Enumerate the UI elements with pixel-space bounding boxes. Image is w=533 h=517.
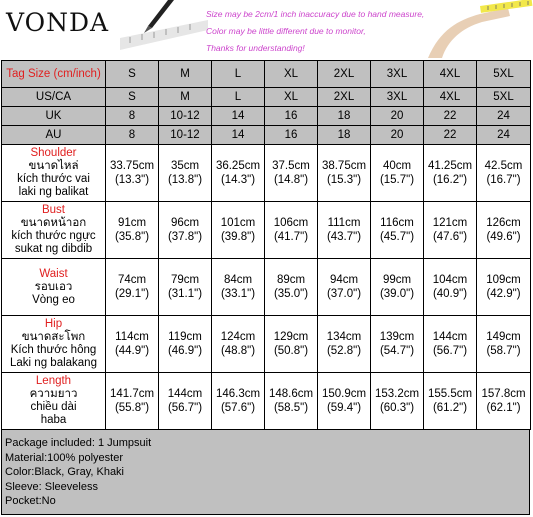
measurement-rows bbox=[2, 145, 531, 430]
cm-value: 89cm bbox=[276, 274, 306, 286]
cm-value: 150.9cm bbox=[321, 388, 367, 400]
region-cell: 14 bbox=[212, 107, 265, 126]
measure-row-length bbox=[2, 373, 531, 430]
cm-value: 144cm bbox=[167, 388, 203, 400]
inch-value: (16.7") bbox=[486, 174, 521, 186]
size-chart-table bbox=[1, 60, 531, 430]
cm-value: 126cm bbox=[486, 217, 521, 229]
region-cell: 22 bbox=[424, 126, 477, 145]
inch-value: (14.8") bbox=[273, 174, 309, 186]
measure-value-cell bbox=[159, 202, 212, 259]
cm-value: 134cm bbox=[326, 331, 362, 343]
measure-value-cell bbox=[265, 316, 318, 373]
measuring-tape-icon bbox=[418, 0, 533, 58]
measure-translation: sukat ng dibdib bbox=[14, 243, 93, 255]
size-header-cell: S bbox=[106, 61, 159, 88]
cm-value: 104cm bbox=[432, 274, 468, 286]
measure-value-cell bbox=[318, 316, 371, 373]
region-cell: 18 bbox=[318, 126, 371, 145]
measure-value-cell bbox=[212, 316, 265, 373]
cm-value: 106cm bbox=[273, 217, 309, 229]
measure-translation: laki ng balikat bbox=[18, 186, 89, 198]
cm-value: 101cm bbox=[220, 217, 256, 229]
measure-value-cell bbox=[318, 259, 371, 316]
measure-value-cell bbox=[106, 373, 159, 430]
region-cell: 3XL bbox=[371, 88, 424, 107]
inch-value: (58.7") bbox=[486, 345, 521, 357]
measure-row-bust bbox=[2, 202, 531, 259]
inch-value: (59.4") bbox=[326, 402, 362, 414]
inch-value: (62.1") bbox=[486, 402, 521, 414]
region-cell: 5XL bbox=[477, 88, 531, 107]
measure-value-cell bbox=[212, 202, 265, 259]
measure-translation: kích thước ngực bbox=[11, 230, 96, 242]
measure-translation: ขนาดไหล่ bbox=[28, 160, 79, 172]
measure-value-cell bbox=[106, 145, 159, 202]
inch-value: (57.6") bbox=[220, 402, 256, 414]
cm-value: 84cm bbox=[223, 274, 253, 286]
region-cell: 8 bbox=[106, 126, 159, 145]
inch-value: (48.8") bbox=[220, 345, 256, 357]
cm-value: 149cm bbox=[486, 331, 521, 343]
size-header-cell: 3XL bbox=[371, 61, 424, 88]
measure-value-cell bbox=[106, 259, 159, 316]
measure-value-cell bbox=[371, 145, 424, 202]
cm-value: 33.75cm bbox=[109, 160, 155, 172]
cm-value: 74cm bbox=[117, 274, 147, 286]
inch-value: (14.3") bbox=[220, 174, 256, 186]
cm-value: 109cm bbox=[486, 274, 521, 286]
brand-logo: VONDA bbox=[6, 8, 110, 37]
inch-value: (60.3") bbox=[379, 402, 415, 414]
measure-translation: ขนาดหน้าอก bbox=[20, 217, 87, 229]
measure-value-cell bbox=[424, 145, 477, 202]
measure-value-cell bbox=[265, 202, 318, 259]
sleeve-line: Sleeve: Sleeveless bbox=[5, 480, 98, 493]
region-cell: 4XL bbox=[424, 88, 477, 107]
cm-value: 91cm bbox=[117, 217, 147, 229]
measure-translation: Laki ng balakang bbox=[10, 357, 97, 369]
measure-row-shoulder bbox=[2, 145, 531, 202]
disclaimer-notes bbox=[206, 6, 424, 57]
measure-value-cell bbox=[106, 316, 159, 373]
inch-value: (40.9") bbox=[432, 288, 468, 300]
cm-value: 41.25cm bbox=[427, 160, 473, 172]
ruler-pen-icon bbox=[120, 0, 208, 56]
material-line: Material:100% polyester bbox=[5, 451, 124, 464]
color-line: Color:Black, Gray, Khaki bbox=[5, 466, 125, 478]
measure-value-cell bbox=[371, 259, 424, 316]
measure-label-cell bbox=[2, 316, 106, 373]
measure-value-cell bbox=[159, 259, 212, 316]
inch-value: (16.2") bbox=[432, 174, 468, 186]
cm-value: 114cm bbox=[115, 331, 149, 343]
inch-value: (39.8") bbox=[220, 231, 256, 243]
size-header-cell: 5XL bbox=[477, 61, 531, 88]
inch-value: (54.7") bbox=[379, 345, 415, 357]
measure-value-cell bbox=[159, 145, 212, 202]
cm-value: 144cm bbox=[432, 331, 468, 343]
inch-value: (13.8") bbox=[167, 174, 203, 186]
region-label: AU bbox=[2, 126, 106, 145]
measure-translation: kích thước vai bbox=[17, 173, 90, 185]
package-line: Package included: 1 Jumpsuit bbox=[5, 437, 152, 449]
measure-value-cell bbox=[212, 259, 265, 316]
inch-value: (15.7") bbox=[379, 174, 415, 186]
measure-value-cell bbox=[265, 373, 318, 430]
inch-value: (47.6") bbox=[432, 231, 468, 243]
measure-value-cell bbox=[318, 373, 371, 430]
header-banner bbox=[0, 0, 533, 60]
measure-value-cell bbox=[424, 316, 477, 373]
region-cell: 10-12 bbox=[159, 107, 212, 126]
size-header-cell: 2XL bbox=[318, 61, 371, 88]
measure-value-cell bbox=[477, 202, 531, 259]
measure-translation: haba bbox=[40, 414, 67, 426]
cm-value: 119cm bbox=[168, 331, 202, 343]
measure-value-cell bbox=[159, 373, 212, 430]
measure-value-cell bbox=[424, 259, 477, 316]
inch-value: (56.7") bbox=[432, 345, 468, 357]
cm-value: 157.8cm bbox=[481, 388, 526, 400]
measure-label-cell bbox=[2, 145, 106, 202]
inch-value: (58.5") bbox=[273, 402, 309, 414]
measure-name: Waist bbox=[39, 267, 68, 280]
cm-value: 36.25cm bbox=[215, 160, 261, 172]
inch-value: (35.0") bbox=[273, 288, 309, 300]
region-cell: 10-12 bbox=[159, 126, 212, 145]
measure-translation: ความยาว bbox=[29, 388, 78, 400]
cm-value: 38.75cm bbox=[321, 160, 367, 172]
measure-translation: Kích thước hông bbox=[10, 344, 97, 356]
region-row-us bbox=[2, 88, 531, 107]
region-cell: 14 bbox=[212, 126, 265, 145]
inch-value: (41.7") bbox=[273, 231, 309, 243]
region-label: US/CA bbox=[2, 88, 106, 107]
region-cell: L bbox=[212, 88, 265, 107]
inch-value: (33.1") bbox=[220, 288, 256, 300]
region-label: UK bbox=[2, 107, 106, 126]
region-cell: XL bbox=[265, 88, 318, 107]
measure-translation: ขนาดสะโพก bbox=[21, 331, 86, 343]
note-line: Color may be little different due to monitor, bbox=[206, 26, 366, 36]
measure-value-cell bbox=[424, 202, 477, 259]
cm-value: 111cm bbox=[327, 217, 361, 229]
size-header-cell: L bbox=[212, 61, 265, 88]
measure-name: Bust bbox=[41, 204, 65, 216]
inch-value: (44.9") bbox=[114, 345, 150, 357]
inch-value: (45.7") bbox=[379, 231, 415, 243]
inch-value: (49.6") bbox=[486, 231, 521, 243]
measure-value-cell bbox=[265, 259, 318, 316]
inch-value: (50.8") bbox=[273, 345, 309, 357]
measure-row-waist bbox=[2, 259, 531, 316]
cm-value: 141.7cm bbox=[109, 388, 155, 400]
measure-row-hip bbox=[2, 316, 531, 373]
size-header-cell: M bbox=[159, 61, 212, 88]
measure-translation: รอบเอว bbox=[34, 280, 73, 293]
measure-value-cell bbox=[212, 373, 265, 430]
region-cell: 8 bbox=[106, 107, 159, 126]
size-header-cell: XL bbox=[265, 61, 318, 88]
measure-value-cell bbox=[477, 316, 531, 373]
cm-value: 155.5cm bbox=[427, 388, 473, 400]
region-cell: S bbox=[106, 88, 159, 107]
tag-size-header: Tag Size (cm/inch) bbox=[2, 61, 106, 88]
cm-value: 121cm bbox=[432, 217, 468, 229]
measure-value-cell bbox=[318, 145, 371, 202]
measure-label-cell bbox=[2, 202, 106, 259]
region-cell: 24 bbox=[477, 126, 531, 145]
measure-value-cell bbox=[477, 259, 531, 316]
cm-value: 139cm bbox=[379, 331, 415, 343]
measure-value-cell bbox=[159, 316, 212, 373]
measure-value-cell bbox=[106, 202, 159, 259]
region-cell: 2XL bbox=[318, 88, 371, 107]
note-line: Size may be 2cm/1 inch inaccuracy due to hand measure, bbox=[206, 9, 425, 19]
region-row-au bbox=[2, 126, 531, 145]
region-cell: 22 bbox=[424, 107, 477, 126]
inch-value: (37.8") bbox=[167, 231, 203, 243]
cm-value: 153.2cm bbox=[374, 388, 420, 400]
measure-name: Length bbox=[35, 375, 72, 387]
measure-value-cell bbox=[371, 316, 424, 373]
product-info-footer bbox=[1, 429, 530, 515]
cm-value: 96cm bbox=[170, 217, 200, 229]
measure-value-cell bbox=[371, 202, 424, 259]
inch-value: (46.9") bbox=[167, 345, 203, 357]
inch-value: (15.3") bbox=[326, 174, 362, 186]
cm-value: 40cm bbox=[382, 160, 412, 172]
inch-value: (56.7") bbox=[167, 402, 203, 414]
measure-value-cell bbox=[424, 373, 477, 430]
measure-value-cell bbox=[265, 145, 318, 202]
region-cell: M bbox=[159, 88, 212, 107]
cm-value: 148.6cm bbox=[268, 388, 314, 400]
measure-value-cell bbox=[371, 373, 424, 430]
inch-value: (13.3") bbox=[114, 174, 150, 186]
inch-value: (29.1") bbox=[114, 288, 150, 300]
table-header-row bbox=[2, 61, 531, 88]
cm-value: 146.3cm bbox=[215, 388, 261, 400]
inch-value: (39.0") bbox=[379, 288, 415, 300]
cm-value: 37.5cm bbox=[272, 160, 310, 172]
inch-value: (37.0") bbox=[326, 288, 362, 300]
inch-value: (31.1") bbox=[167, 288, 203, 300]
region-cell: 24 bbox=[477, 107, 531, 126]
inch-value: (52.8") bbox=[326, 345, 362, 357]
inch-value: (61.2") bbox=[432, 402, 468, 414]
region-cell: 18 bbox=[318, 107, 371, 126]
measure-name: Shoulder bbox=[30, 147, 77, 159]
cm-value: 124cm bbox=[220, 331, 256, 343]
region-cell: 20 bbox=[371, 107, 424, 126]
cm-value: 94cm bbox=[329, 274, 359, 286]
size-header-cell: 4XL bbox=[424, 61, 477, 88]
measure-value-cell bbox=[477, 145, 531, 202]
pocket-line: Pocket:No bbox=[5, 495, 56, 507]
region-cell: 20 bbox=[371, 126, 424, 145]
measure-label-cell bbox=[2, 259, 106, 316]
measure-label-cell bbox=[2, 373, 106, 430]
measure-name: Hip bbox=[44, 318, 63, 330]
inch-value: (43.7") bbox=[326, 231, 362, 243]
region-row-uk bbox=[2, 107, 531, 126]
cm-value: 129cm bbox=[273, 331, 309, 343]
measure-value-cell bbox=[318, 202, 371, 259]
measure-translation: Vòng eo bbox=[32, 293, 75, 306]
cm-value: 42.5cm bbox=[484, 160, 523, 172]
note-line: Thanks for understanding! bbox=[206, 43, 305, 53]
cm-value: 35cm bbox=[170, 160, 200, 172]
inch-value: (35.8") bbox=[114, 231, 150, 243]
cm-value: 79cm bbox=[170, 274, 200, 286]
measure-value-cell bbox=[477, 373, 531, 430]
measure-value-cell bbox=[212, 145, 265, 202]
inch-value: (42.9") bbox=[486, 288, 521, 300]
cm-value: 99cm bbox=[382, 274, 412, 286]
inch-value: (55.8") bbox=[114, 402, 150, 414]
region-cell: 16 bbox=[265, 126, 318, 145]
cm-value: 116cm bbox=[380, 217, 414, 229]
region-cell: 16 bbox=[265, 107, 318, 126]
measure-translation: chiều dài bbox=[30, 401, 77, 413]
